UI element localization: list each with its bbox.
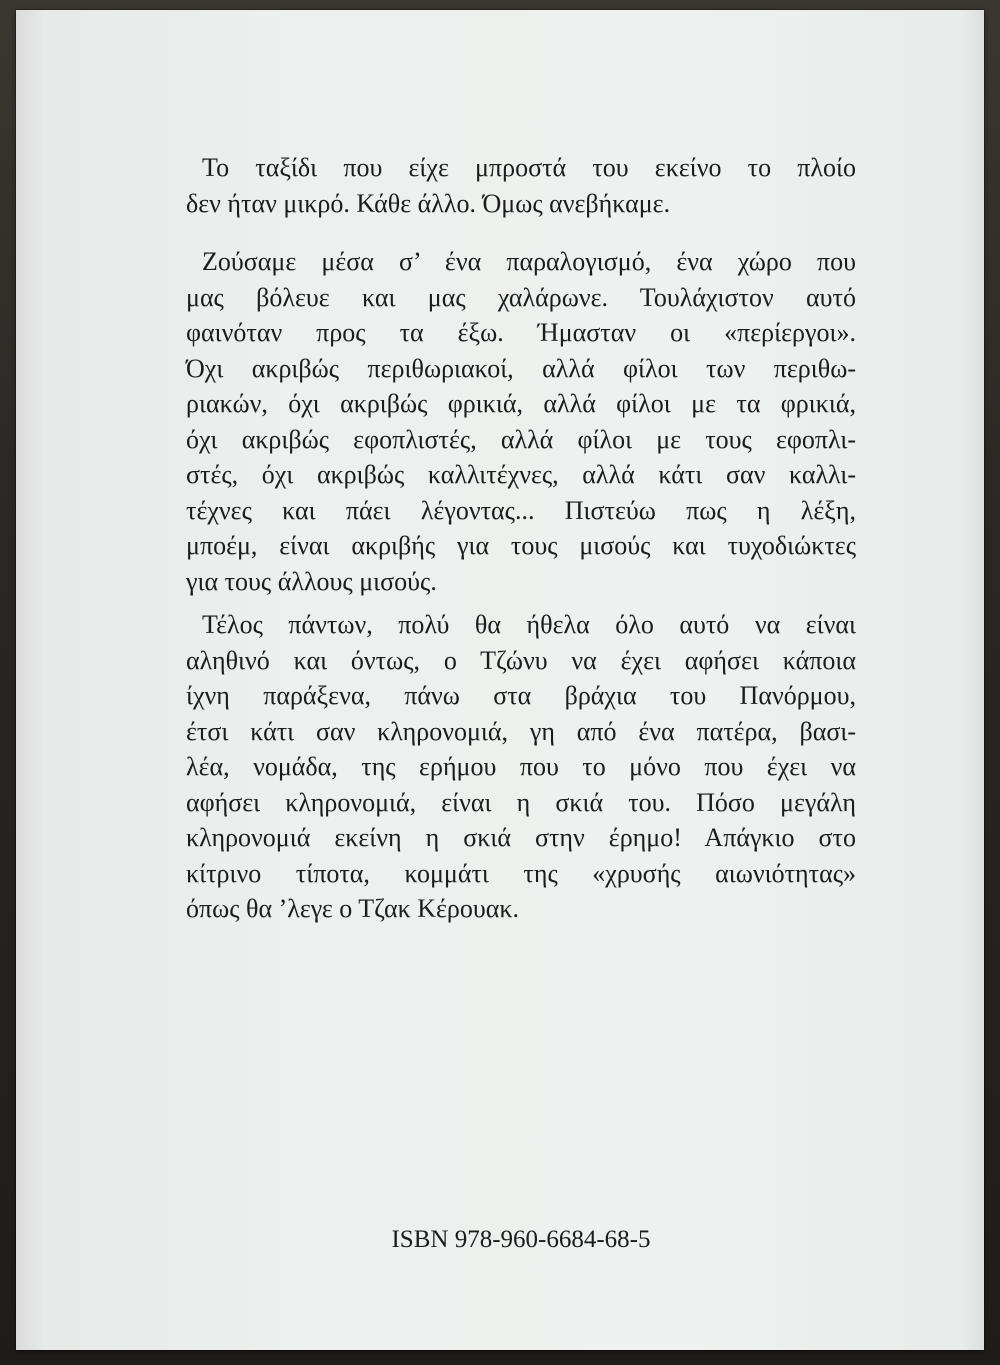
text-line: μποέμ, είναι ακριβής για τους μισούς και τυχοδιώκτες: [186, 531, 856, 560]
paragraph-3: [186, 607, 856, 927]
text-line: ριακών, όχι ακριβώς φρικιά, αλλά φίλοι με τα φρικιά,: [186, 389, 856, 418]
text-line: Ζούσαμε μέσα σ’ ένα παραλογισμό, ένα χώρο που: [202, 247, 856, 276]
text-line: αληθινό και όντως, ο Τζώνυ να έχει αφήσει κάποια: [186, 645, 856, 675]
text-line: μας βόλευε και μας χαλάρωνε. Τουλάχιστον αυτό: [186, 282, 856, 312]
text-line: λέα, νομάδα, της ερήμου που το μόνο που έχει να: [186, 752, 856, 781]
paragraph-2: [186, 244, 856, 599]
text-line: τέχνες και πάει λέγοντας... Πιστεύω πως η λέξη,: [186, 495, 856, 525]
paragraph-spacer: [186, 221, 856, 244]
text-line: Το ταξίδι που είχε μπροστά του εκείνο το πλοίο: [202, 153, 856, 182]
text-line: έτσι κάτι σαν κληρονομιά, γη από ένα πατέρα, βασι-: [186, 716, 856, 746]
text-line: για τους άλλους μισούς.: [186, 566, 437, 596]
text-line: κληρονομιά εκείνη η σκιά στην έρημο! Απάγκιο στο: [186, 823, 856, 852]
text-line: ίχνη παράξενα, πάνω στα βράχια του Πανόρμου,: [186, 681, 856, 710]
text-line: φαινόταν προς τα έξω. Ήμασταν οι «περίεργοι».: [186, 318, 856, 347]
text-line: Όχι ακριβώς περιθωριακοί, αλλά φίλοι των περιθω-: [186, 353, 856, 383]
text-line: κίτρινο τίποτα, κομμάτι της «χρυσής αιωνιότητας»: [186, 858, 856, 888]
book-back-cover: [16, 10, 984, 1350]
text-line: δεν ήταν μικρό. Κάθε άλλο. Όμως ανεβήκαμε.: [186, 188, 671, 218]
isbn-label: ISBN 978-960-6684-68-5: [391, 1226, 651, 1253]
paragraph-1: [186, 150, 856, 221]
paragraph-spacer: [186, 599, 856, 607]
text-line: στές, όχι ακριβώς καλλιτέχνες, αλλά κάτι σαν καλλι-: [186, 460, 856, 489]
blurb-text: [186, 150, 856, 927]
text-line: όχι ακριβώς εφοπλιστές, αλλά φίλοι με τους εφοπλι-: [186, 424, 856, 454]
text-line: όπως θα ’λεγε ο Τζακ Κέρουακ.: [186, 894, 519, 923]
text-line: Τέλος πάντων, πολύ θα ήθελα όλο αυτό να είναι: [202, 610, 856, 639]
text-line: αφήσει κληρονομιά, είναι η σκιά του. Πόσο μεγάλη: [186, 787, 856, 817]
